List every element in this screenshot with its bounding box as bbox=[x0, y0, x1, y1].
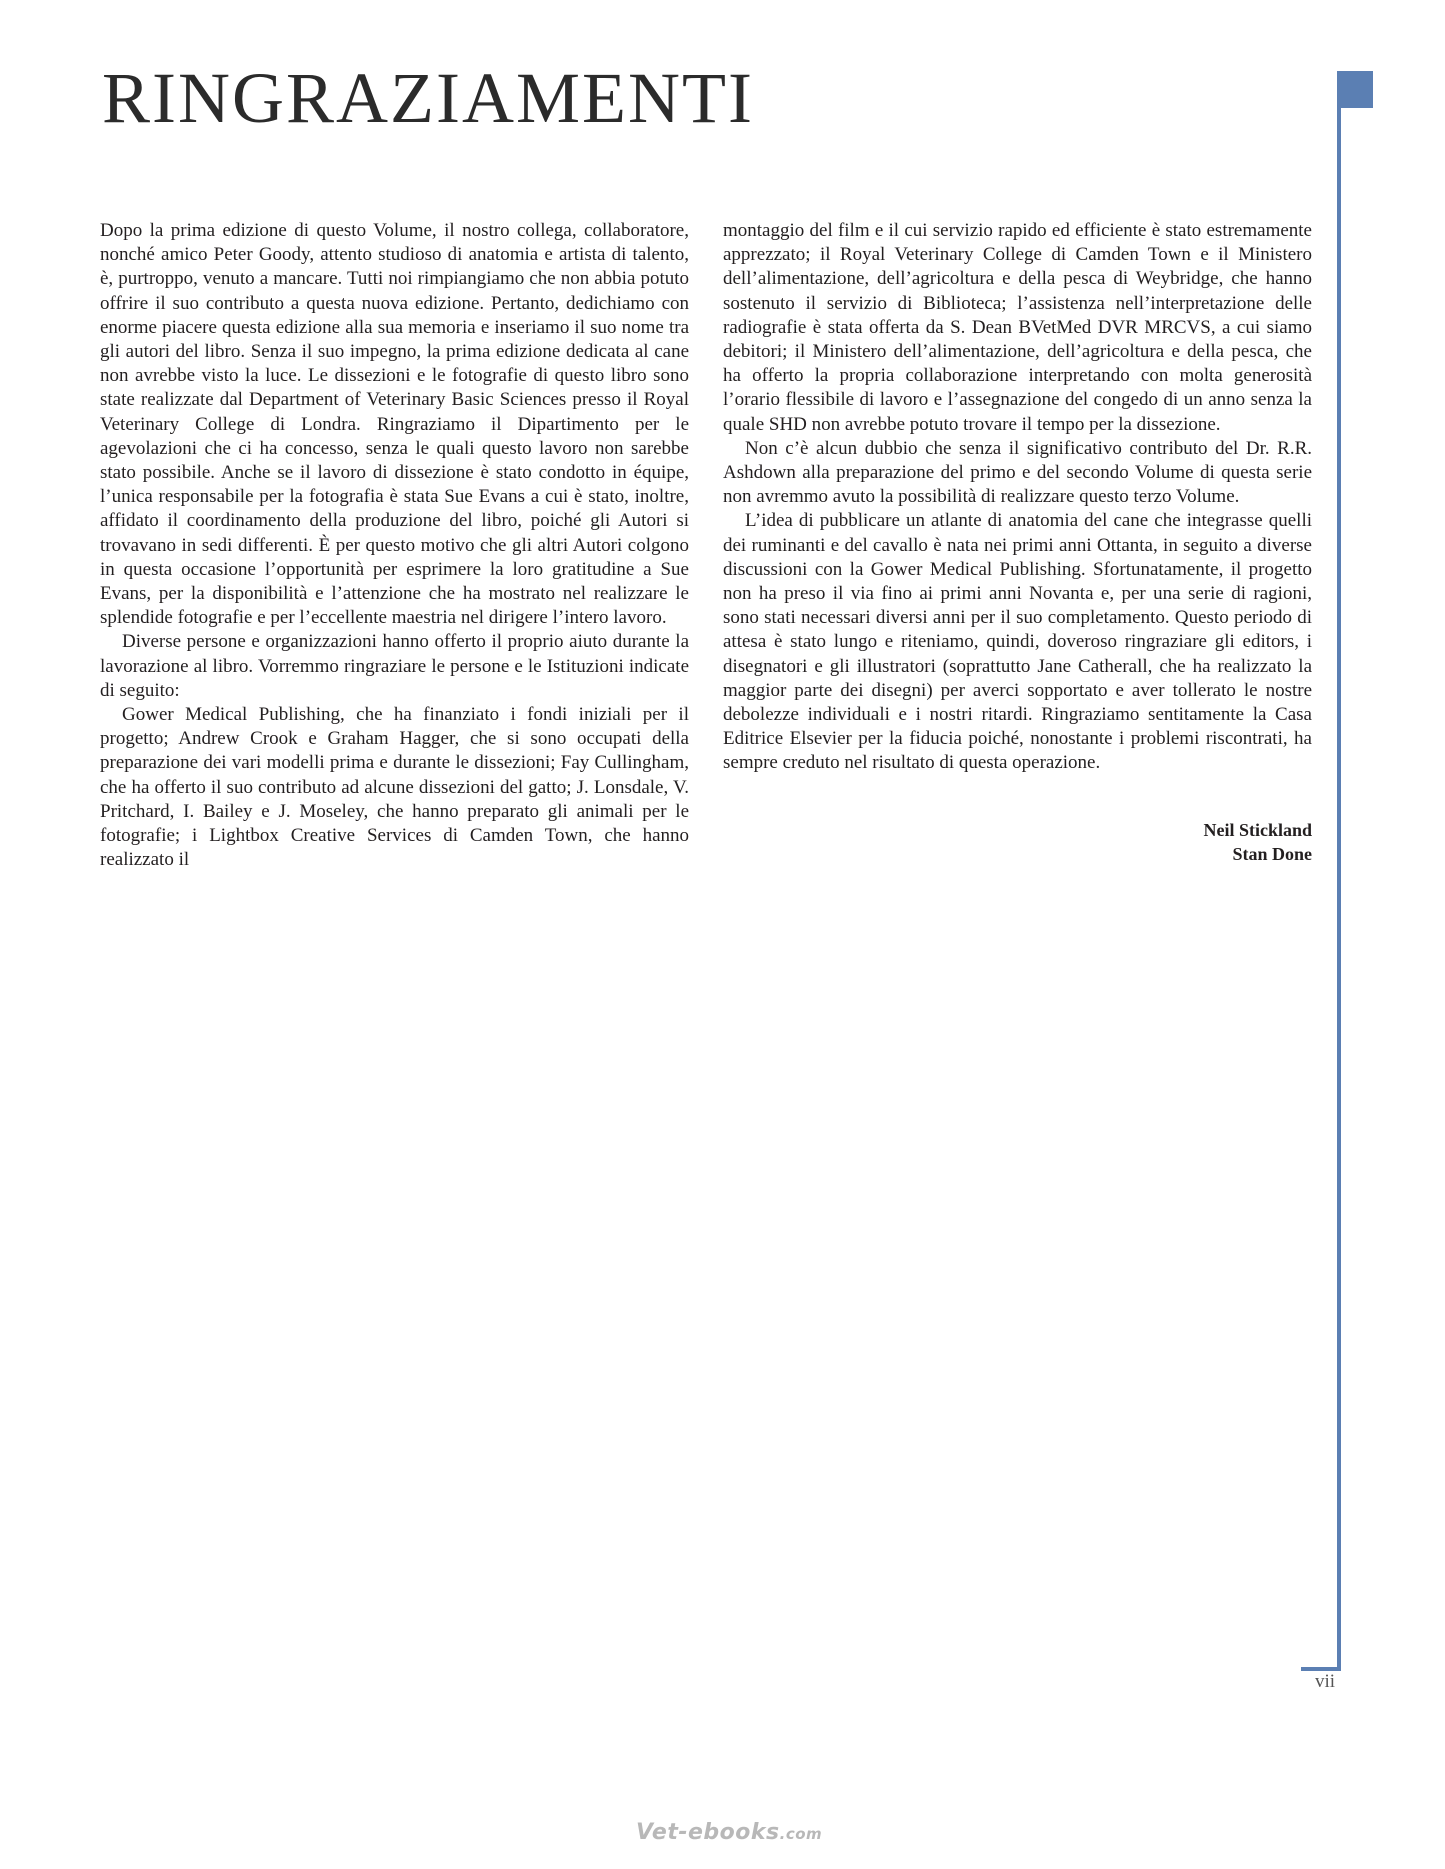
paragraph: L’idea di pubblicare un atlante di anatomia del cane che integrasse quelli dei ruminanti e del cavallo è nata nei primi anni Ottanta, in seguito a diverse discussioni con la Gower Medical Publishing. Sfortunatamente, il progetto non ha preso il via fino ai primi anni Novanta e, per una serie di ragioni, sono stati necessari diversi anni per il suo completamento. Questo periodo di attesa è stato lungo e riteniamo, quindi, doveroso ringraziare gli editors, i disegnatori e gli illustratori (soprattutto Jane Catherall, che ha realizzato la maggior parte dei disegni) per averci sopportato e aver tollerato le nostre debolezze individuali e i nostri ritardi. Ringraziamo sentitamente la Casa Editrice Elsevier per la fiducia poiché, nonostante i problemi riscontrati, ha sempre creduto nel risultato di questa operazione. bbox=[723, 510, 1312, 774]
paragraph: Non c’è alcun dubbio che senza il significativo contributo del Dr. R.R. Ashdown alla preparazione del primo e del secondo Volume di questa serie non avremmo avuto la possibilità di realizzare questo terzo Volume. bbox=[723, 437, 1312, 508]
margin-rule-vertical bbox=[1337, 108, 1341, 1671]
paragraph: Diverse persone e organizzazioni hanno offerto il proprio aiuto durante la lavorazione al libro. Vorremmo ringraziare le persone e le Istituzioni indicate di seguito: bbox=[100, 631, 689, 701]
left-column bbox=[100, 219, 689, 872]
signature-name: Stan Done bbox=[1232, 844, 1312, 864]
watermark-logo bbox=[636, 1820, 822, 1845]
signature-name: Neil Stickland bbox=[1203, 820, 1312, 840]
right-column bbox=[723, 219, 1312, 776]
accent-block bbox=[1337, 71, 1373, 108]
paragraph: Dopo la prima edizione di questo Volume, il nostro collega, collaboratore, nonché amico Peter Goody, attento studioso di anatomia e artista di talento, è, purtroppo, venuto a mancare. Tutti noi rimpiangiamo che non abbia potuto offrire il suo contributo a questa nuova edizione. Pertanto, dedichiamo con enorme piacere questa edizione alla sua memoria e inseriamo il suo nome tra gli autori del libro. Senza il suo impegno, la prima edizione dedicata al cane non avrebbe visto la luce. Le dissezioni e le fotografie di questo libro sono state realizzate dal Department of Veterinary Basic Sciences presso il Royal Veterinary College di Londra. Ringraziamo il Dipartimento per le agevolazioni che ci ha concesso, senza le quali questo lavoro non sarebbe stato possibile. Anche se il lavoro di dissezione è stato condotto in équipe, l’unica responsabile per la fotografia è stata Sue Evans a cui è stato, inoltre, affidato il coordinamento della produzione del libro, poiché gli Autori si trovavano in sedi differenti. È per questo motivo che gli altri Autori colgono in questa occasione l’opportunità per esprimere la loro gratitudine a Sue Evans, per la disponibilità e l’attenzione che ha mostrato nel realizzare le splendide fotografie e per l’eccellente maestria nel dirigere l’intero lavoro. bbox=[100, 220, 689, 629]
paragraph: Gower Medical Publishing, che ha finanziato i fondi iniziali per il progetto; Andrew Crook e Graham Hagger, che si sono occupati della preparazione dei vari modelli prima e durante le dissezioni; Fay Cullingham, che ha offerto il suo contributo ad alcune dissezioni del gatto; J. Lonsdale, V. Pritchard, I. Bailey e J. Moseley, che hanno preparato gli animali per le fotografie; i Lightbox Creative Services di Camden Town, che hanno realizzato il bbox=[100, 704, 689, 871]
watermark-suffix: .com bbox=[779, 1825, 823, 1843]
paragraph: montaggio del film e il cui servizio rapido ed efficiente è stato estremamente apprezzato; il Royal Veterinary College di Camden Town e il Ministero dell’alimentazione, dell’agricoltura e della pesca di Weybridge, che hanno sostenuto il servizio di Biblioteca; l’assistenza nell’interpretazione delle radiografie è stata offerta da S. Dean BVetMed DVR MRCVS, a cui siamo debitori; il Ministero dell’alimentazione, dell’agricoltura e della pesca, che ha offerto la propria collaborazione interpretando con molta generosità l’orario flessibile di lavoro e l’assegnazione del congedo di un anno senza la quale SHD non avrebbe potuto trovare il tempo per la dissezione. bbox=[723, 220, 1312, 435]
page-title: RINGRAZIAMENTI bbox=[102, 58, 754, 138]
signatures bbox=[1100, 818, 1312, 866]
watermark-text: Vet-ebooks bbox=[636, 1820, 780, 1845]
page-number: vii bbox=[1314, 1671, 1336, 1692]
